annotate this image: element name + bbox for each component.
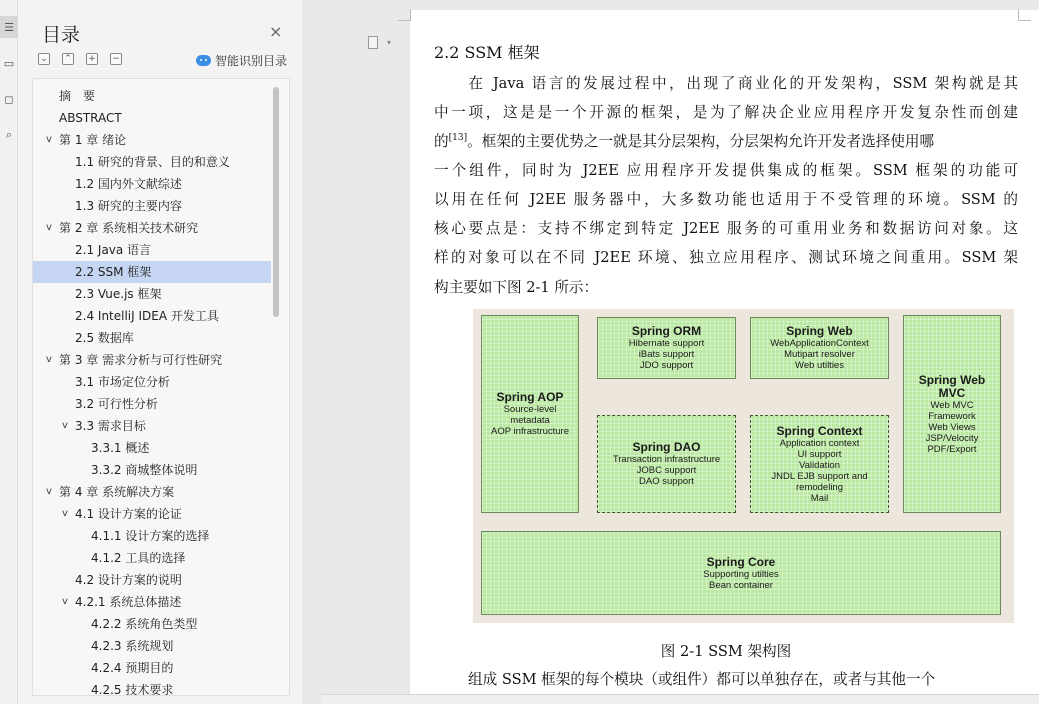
toc-item-label: 第 2 章 系统相关技术研究 <box>59 221 199 235</box>
module-feature: Application context <box>779 437 860 449</box>
figure-module-box <box>750 317 889 379</box>
module-feature: Bean container <box>709 579 773 591</box>
toc-item-label: 2.1 Java 语言 <box>75 243 152 257</box>
toc-item[interactable] <box>33 547 271 569</box>
toc-item[interactable] <box>33 327 271 349</box>
paragraph-text: 的 <box>434 133 449 150</box>
paragraph-line: 中一项，这是是一个开源的框架，是为了解决企业应用程序开发复杂性而创建 <box>434 104 1018 121</box>
toc-item-label: 第 4 章 系统解决方案 <box>59 485 175 499</box>
toc-item-label: 3.3.1 概述 <box>91 441 150 455</box>
toc-item[interactable] <box>33 305 271 327</box>
close-icon[interactable]: × <box>269 22 283 41</box>
figure-module-box <box>481 315 579 513</box>
module-feature: PDF/Export <box>927 443 977 455</box>
module-title: Spring ORM <box>631 324 702 338</box>
bookmark-page-icon[interactable]: ▭ <box>3 56 15 70</box>
toc-scrollbar[interactable] <box>273 87 279 317</box>
toc-item-label: 1.2 国内外文献综述 <box>75 177 182 191</box>
chevron-down-icon[interactable]: v <box>46 222 52 233</box>
toc-item[interactable] <box>33 239 271 261</box>
smart-toc-label: 智能识别目录 <box>215 54 288 68</box>
toc-item[interactable] <box>33 261 271 283</box>
paragraph-line-with-citation <box>434 130 1018 152</box>
toc-item-label: 第 1 章 绪论 <box>59 133 127 147</box>
module-feature: Framework <box>928 410 976 422</box>
toc-item[interactable] <box>33 151 271 173</box>
toc-item-label: 4.2 设计方案的说明 <box>75 573 182 587</box>
toc-list-icon[interactable]: ☰ <box>0 16 18 38</box>
toc-item-label: 2.3 Vue.js 框架 <box>75 287 162 301</box>
paragraph-line: 在 Java 语言的发展过程中，出现了商业化的开发架构，SSM 架构就是其 <box>434 75 1018 92</box>
page-corner-mark <box>1019 20 1031 21</box>
module-title: Spring Core <box>706 554 776 569</box>
page-corner-mark <box>410 9 411 21</box>
chevron-down-icon[interactable]: v <box>46 354 52 365</box>
chevron-down-icon[interactable]: v <box>62 508 68 519</box>
figure-caption: 图 2-1 SSM 架构图 <box>660 643 792 660</box>
toc-item-label: 4.2.3 系统规划 <box>91 639 174 653</box>
page-corner-mark <box>398 20 410 21</box>
module-feature: Supporting utilties <box>703 568 779 580</box>
toc-item-label: 2.4 IntelliJ IDEA 开发工具 <box>75 309 219 323</box>
toc-item[interactable] <box>33 85 271 107</box>
paragraph-line: 样的对象可以在不同 J2EE 环境、独立应用程序、测试环境之间重用。SSM 架 <box>434 249 1018 266</box>
figure-module-box <box>597 415 736 513</box>
chevron-down-icon[interactable]: v <box>62 420 68 431</box>
module-feature: metadata <box>510 415 550 426</box>
paragraph-line: 以用在任何 J2EE 服务器中，大多数功能也适用于不受管理的环境。SSM 的 <box>434 191 1018 208</box>
toc-item[interactable] <box>33 129 271 151</box>
toc-item[interactable] <box>33 591 271 613</box>
toc-item-label: 3.3 需求目标 <box>75 419 146 433</box>
paragraph-line: 构主要如下图 2-1 所示： <box>434 279 599 296</box>
toc-title: 目录 <box>42 24 81 46</box>
module-title: Spring Web MVC <box>918 372 986 400</box>
module-feature: Web MVC <box>930 399 974 411</box>
toc-item-label: 2.5 数据库 <box>75 331 134 345</box>
module-title: Spring DAO <box>632 440 701 454</box>
collapse-all-icon[interactable]: ⌄ <box>38 53 50 65</box>
module-title: Spring Web <box>786 324 853 338</box>
module-feature: Web utilties <box>795 360 844 371</box>
module-feature: JOBC support <box>636 465 697 476</box>
paragraph-text: 。框架的主要优势之一就是其分层架构，分层架构允许开发者选择使用哪 <box>467 133 935 150</box>
module-feature: Mail <box>810 492 829 504</box>
figure-module-box <box>903 315 1001 513</box>
toc-item[interactable] <box>33 393 271 415</box>
figure-module-box <box>597 317 736 379</box>
module-feature: DAO support <box>639 476 694 487</box>
toc-item-label: ABSTRACT <box>59 111 122 125</box>
module-feature: remodeling <box>796 481 843 493</box>
module-feature: Source-level <box>503 404 557 415</box>
toc-item-label: 4.1.1 设计方案的选择 <box>91 529 210 543</box>
comment-icon[interactable]: ◻ <box>4 92 14 106</box>
chevron-down-icon[interactable]: v <box>46 134 52 145</box>
toc-item[interactable] <box>33 635 271 657</box>
module-title: Spring Context <box>776 423 863 438</box>
toc-item-label: 4.2.5 技术要求 <box>91 683 174 696</box>
document-type-icon[interactable] <box>368 36 378 49</box>
toc-item-label: 4.2.2 系统角色类型 <box>91 617 198 631</box>
smart-toc-button[interactable] <box>196 52 287 69</box>
toc-item[interactable] <box>33 657 271 679</box>
toc-item-label: 1.3 研究的主要内容 <box>75 199 182 213</box>
toc-item[interactable] <box>33 371 271 393</box>
module-feature: iBats support <box>638 349 695 360</box>
side-rail <box>0 0 18 704</box>
toc-item[interactable] <box>33 415 271 437</box>
figure-module-box <box>750 415 889 513</box>
toc-item[interactable] <box>33 173 271 195</box>
toc-item[interactable] <box>33 283 271 305</box>
toc-item[interactable] <box>33 459 271 481</box>
toc-panel <box>18 0 302 704</box>
remove-heading-icon[interactable]: − <box>110 53 122 65</box>
toc-item[interactable] <box>33 569 271 591</box>
toc-item-label: 摘 要 <box>59 89 96 103</box>
toc-item-label: 第 3 章 需求分析与可行性研究 <box>59 353 223 367</box>
toc-item-label: 4.1.2 工具的选择 <box>91 551 186 565</box>
search-icon[interactable]: ⌕ <box>5 128 13 141</box>
toc-item[interactable] <box>33 437 271 459</box>
module-feature: Web Views <box>928 421 976 433</box>
toc-item-label: 3.2 可行性分析 <box>75 397 158 411</box>
toc-item[interactable] <box>33 481 271 503</box>
module-feature: JDO support <box>639 360 694 371</box>
module-feature: Validation <box>798 459 841 471</box>
expand-up-icon[interactable]: ⌃ <box>62 53 74 65</box>
citation-marker[interactable]: [13] <box>448 133 468 144</box>
toc-list <box>32 78 290 696</box>
toc-item-label: 3.3.2 商城整体说明 <box>91 463 198 477</box>
toc-item-label: 4.2.4 预期目的 <box>91 661 174 675</box>
toc-item[interactable] <box>33 503 271 525</box>
paragraph-line: 组成 SSM 框架的每个模块（或组件）都可以单独存在，或者与其他一个 <box>468 671 936 688</box>
chevron-down-icon[interactable]: ▾ <box>387 38 392 47</box>
module-feature: JSP/Velocity <box>925 432 979 444</box>
module-feature: UI support <box>797 448 842 460</box>
chevron-down-icon[interactable]: v <box>62 596 68 607</box>
toc-item-label: 3.1 市场定位分析 <box>75 375 170 389</box>
toc-item[interactable] <box>33 679 271 696</box>
toc-item[interactable] <box>33 107 271 129</box>
figure-module-box <box>481 531 1001 615</box>
toc-item[interactable] <box>33 217 271 239</box>
add-heading-icon[interactable]: + <box>86 53 98 65</box>
toc-item[interactable] <box>33 525 271 547</box>
chevron-down-icon[interactable]: v <box>46 486 52 497</box>
toc-item-label: 4.1 设计方案的论证 <box>75 507 182 521</box>
ai-robot-icon <box>196 55 211 66</box>
module-feature: AOP infrastructure <box>491 426 569 437</box>
module-title: Spring AOP <box>496 390 564 404</box>
toc-item-label: 4.2.1 系统总体描述 <box>75 595 182 609</box>
paragraph-line: 一个组件，同时为 J2EE 应用程序开发提供集成的框架。SSM 框架的功能可 <box>434 162 1018 179</box>
toc-item-label: 2.2 SSM 框架 <box>75 265 152 279</box>
section-heading: 2.2 SSM 框架 <box>434 43 540 62</box>
toc-item[interactable] <box>33 195 271 217</box>
module-feature: Transaction infrastructure <box>612 454 721 465</box>
toc-item-label: 1.1 研究的背景、目的和意义 <box>75 155 230 169</box>
ssm-architecture-figure <box>473 309 1014 623</box>
horizontal-scrollbar[interactable] <box>321 694 1039 704</box>
module-feature: Mutipart resolver <box>784 349 855 360</box>
module-feature: Hibernate support <box>628 338 705 349</box>
toc-item[interactable] <box>33 349 271 371</box>
module-feature: WebApplicationContext <box>770 338 869 349</box>
module-feature: JNDL EJB support and <box>771 470 868 482</box>
toc-item[interactable] <box>33 613 271 635</box>
paragraph-line: 核心要点是：支持不绑定到特定 J2EE 服务的可重用业务和数据访问对象。这 <box>434 220 1018 237</box>
